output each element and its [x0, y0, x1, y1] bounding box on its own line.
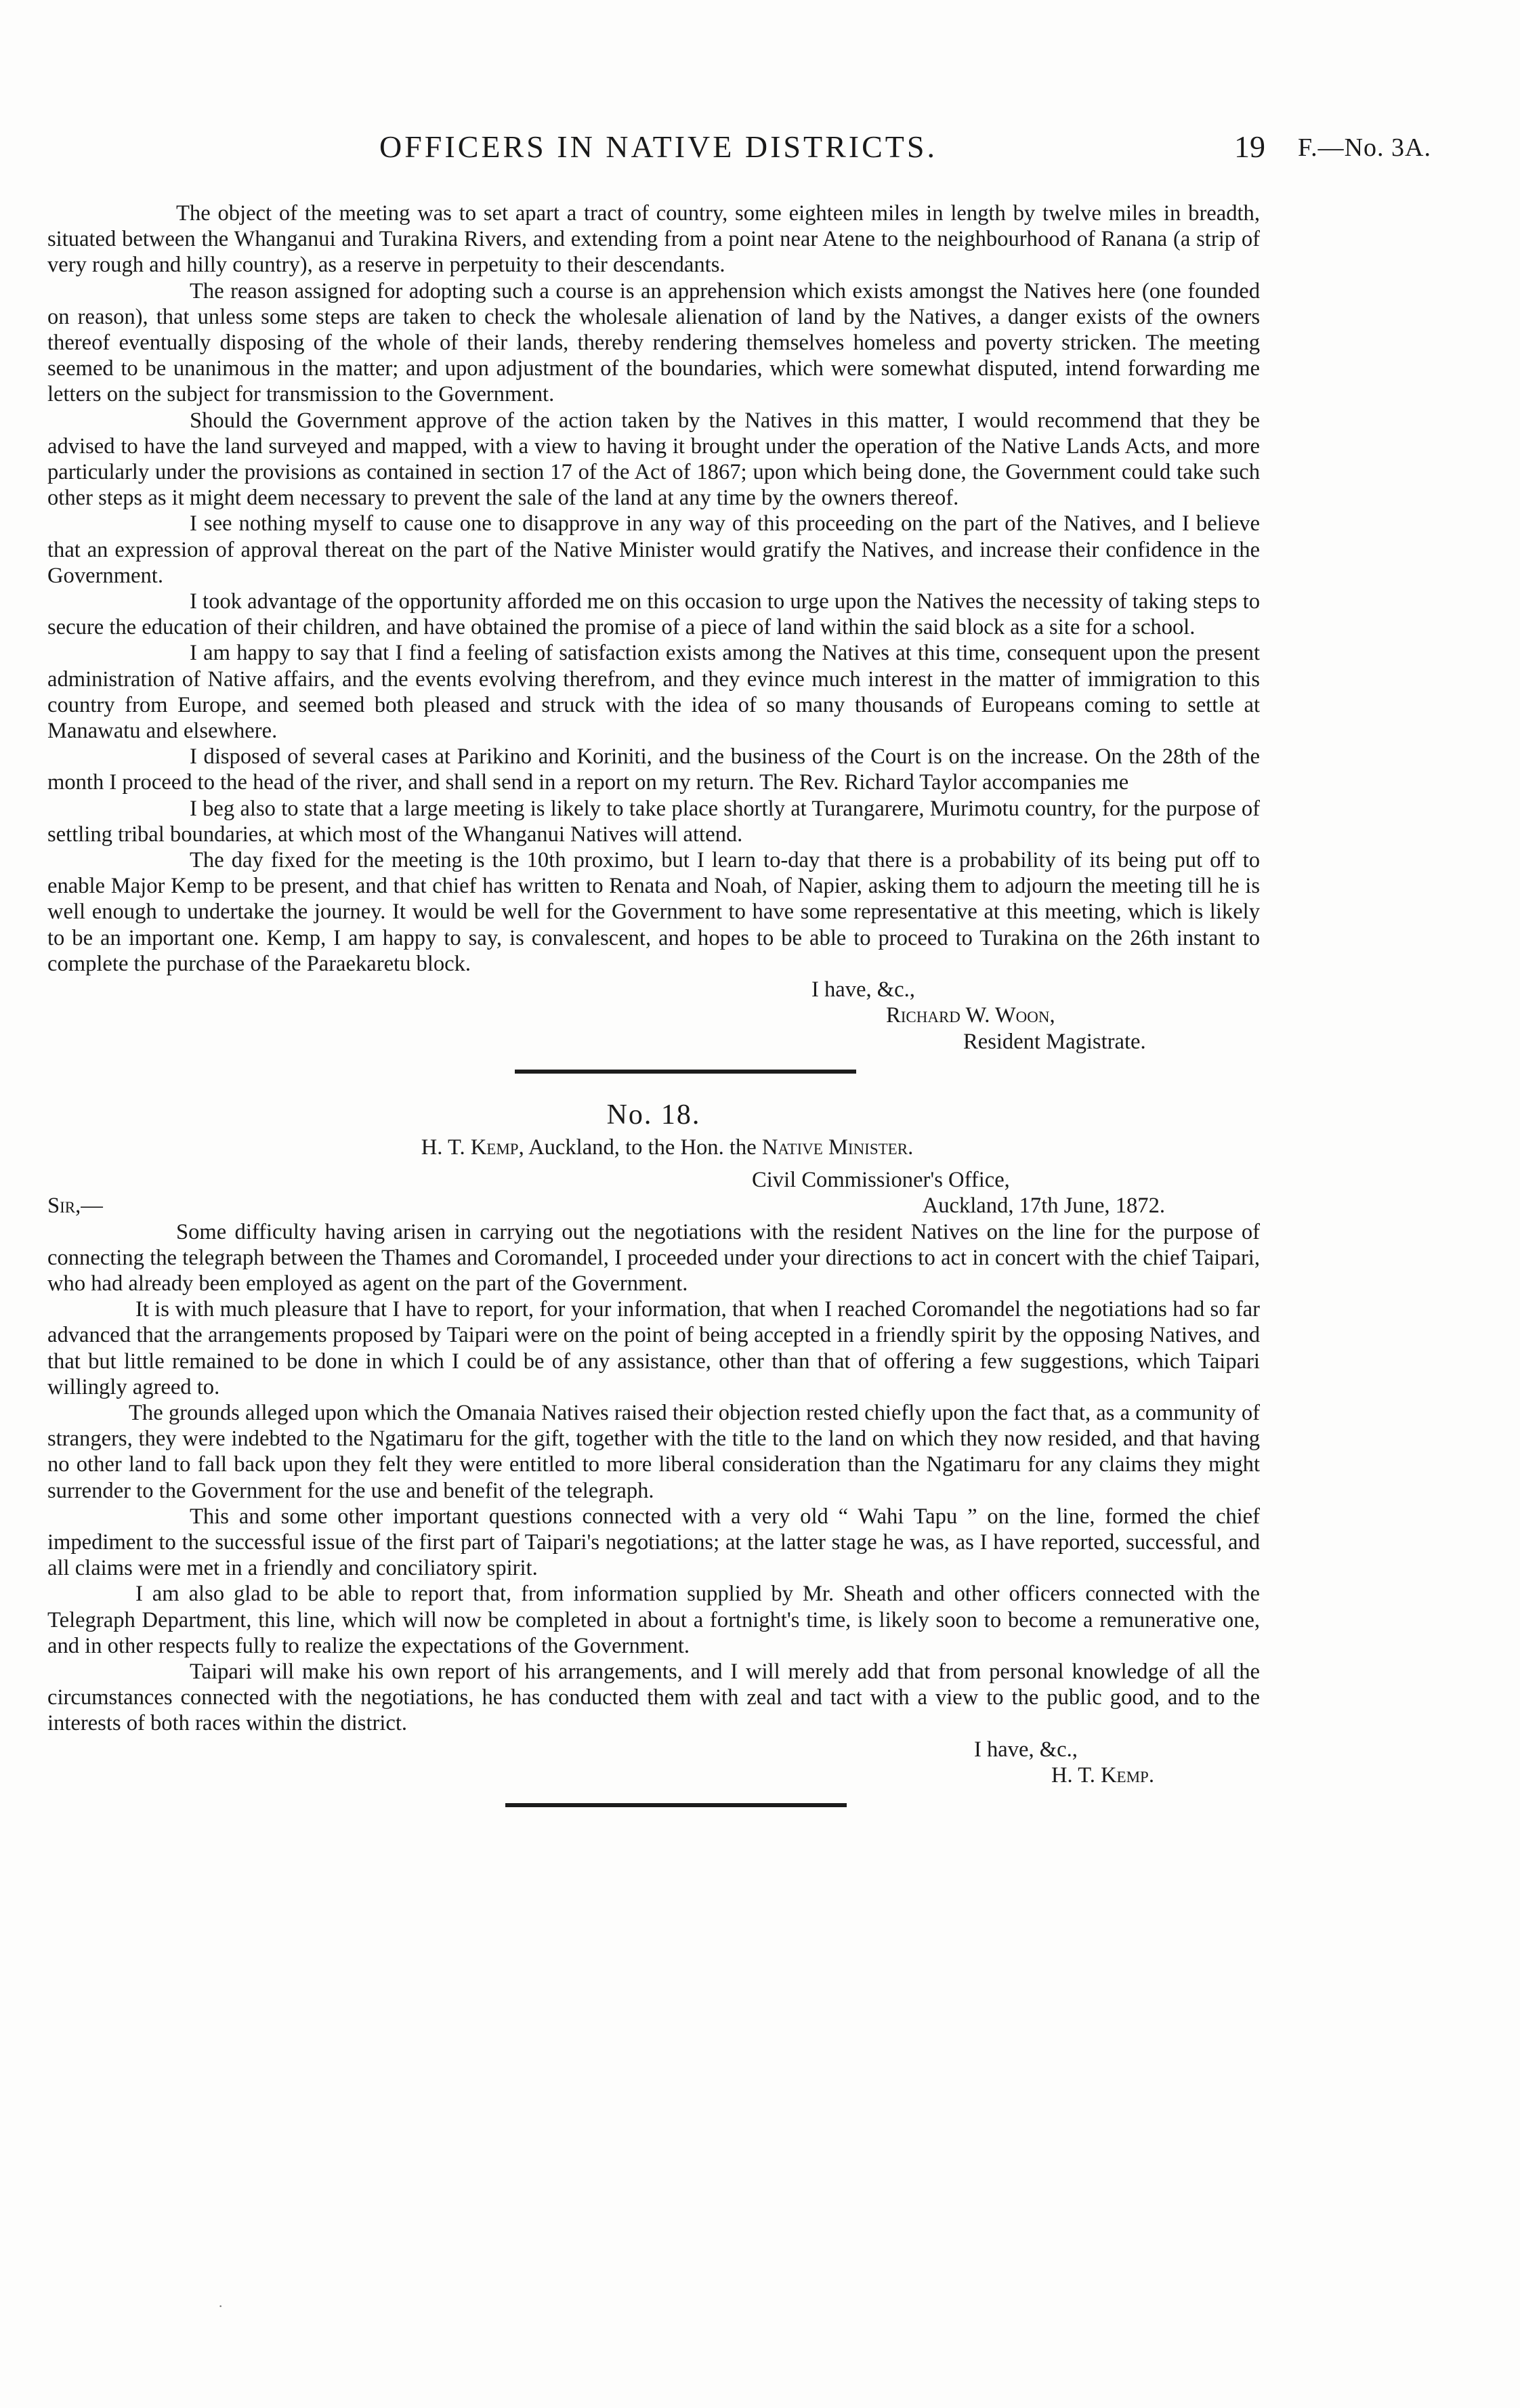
paragraph: I see nothing myself to cause one to disapprove in any way of this proceeding on the part of the Natives, and I believe that an expression of approval thereat on the part of the Native Minister would gratify the Natives, and increase their confidence in the Government. [47, 511, 1260, 588]
paragraph: I am also glad to be able to report that, from information supplied by Mr. Sheath and other officers connected with the Telegraph Department, this line, which will now be completed in about a fortnight's time, is likely soon to become a remunerative one, and in other respects fully to realize the expectations of the Government. [47, 1582, 1260, 1658]
paragraph: The reason assigned for adopting such a course is an apprehension which exists amongst the Natives here (one founded on reason), that unless some steps are taken to check the wholesale alienation of land by the Natives, a danger exists of the owners thereof eventually disposing of the whole of their lands, thereby rendering themselves homeless and poverty stricken. The meeting seemed to be unanimous in the matter; and upon adjustment of the boundaries, which were somewhat disputed, intend forwarding me letters on the subject for transmission to the Government. [47, 278, 1260, 407]
end-divider [505, 1803, 847, 1807]
closing-line: I have, &c., [974, 1737, 1078, 1762]
paragraph: I disposed of several cases at Parikino and Koriniti, and the business of the Court is on the increase. On the 28th of the month I proceed to the head of the river, and shall send in a report on my return. The Rev. Richard Taylor accompanies me [47, 744, 1260, 795]
letter-date: Auckland, 17th June, 1872. [922, 1194, 1165, 1219]
salutation: Sir,— [47, 1194, 103, 1219]
paragraph: It is with much pleasure that I have to report, for your information, that when I reached Coromandel the negotiations had so far advanced that the arrangements proposed by Taipari were on the point of being accepted in a friendly spirit by the opposing Natives, and that but little remained to be done in which I could be of any assistance, other than that of offering a few suggestions, which Taipari willingly agreed to. [47, 1297, 1260, 1399]
paragraph: The object of the meeting was to set apart a tract of country, some eighteen miles in length by twelve miles in breadth, situated between the Whanganui and Turakina Rivers, and extending from a point near Atene to the neighbourhood of Ranana (a strip of very rough and hilly country), as a reserve in perpetuity to their descendants. [47, 201, 1260, 278]
paragraph: Taipari will make his own report of his arrangements, and I will merely add that from personal knowledge of all the circumstances connected with the negotiations, he has conducted them with zeal and tact with a view to the public good, and to the interests of both races within the district. [47, 1659, 1260, 1736]
sender-office: Civil Commissioner's Office, [752, 1168, 1010, 1193]
page-body [47, 200, 1260, 1807]
letter-woon [47, 200, 1260, 1055]
closing-line: I have, &c., [811, 977, 915, 1002]
paragraph: Should the Government approve of the action taken by the Natives in this matter, I would recommend that they be advised to have the land surveyed and mapped, with a view to having it brought under the operation of the Native Lands Acts, and more particularly under the provisions as contained in section 17 of the Act of 1867; upon which being done, the Government could take such other steps as it might deem necessary to prevent the sale of the land at any time by the owners thereof. [47, 408, 1260, 511]
paragraph: I beg also to state that a large meeting is likely to take place shortly at Turangarere, Murimotu country, for the purpose of settling tribal boundaries, at which most of the Whanganui Natives will attend. [47, 796, 1260, 847]
paragraph: This and some other important questions connected with a very old “ Wahi Tapu ” on the line, formed the chief impediment to the successful issue of the first part of Taipari's negotiations; at the latter stage he was, as I have reported, successful, and all claims were met in a friendly and conciliatory spirit. [47, 1504, 1260, 1581]
letter-subheading: H. T. Kemp, Auckland, to the Hon. the Native Minister. [421, 1135, 914, 1160]
author-name: H. T. Kemp [421, 1135, 519, 1160]
signatory-role: Resident Magistrate. [963, 1029, 1146, 1054]
document-reference: F.—No. 3A. [1298, 133, 1431, 162]
recipient-title: Native Minister. [761, 1135, 914, 1160]
paragraph: The day fixed for the meeting is the 10th proximo, but I learn to-day that there is a probability of its being put off to enable Major Kemp to be present, and that chief has written to Renata and Noah, of Napier, asking them to adjourn the meeting till he is well enough to undertake the journey. It would be well for the Government to have some representative at this meeting, which is likely to be an important one. Kemp, I am happy to say, is convalescent, and hopes to be able to proceed to Turakina on the 26th instant to complete the purchase of the Paraekaretu block. [47, 848, 1260, 976]
paragraph: The grounds alleged upon which the Omanaia Natives raised their objection rested chiefly upon the fact that, as a community of strangers, they were indebted to the Ngatimaru for the gift, together with the title to the land on which they now resided, and that having no other land to fall back upon they felt they were entitled to more liberal consideration than the Ngatimaru for any claims they might surrender to the Government for the use and benefit of the telegraph. [47, 1400, 1260, 1503]
page-number: 19 [1234, 129, 1265, 164]
paragraph: I took advantage of the opportunity afforded me on this occasion to urge upon the Natives the necessity of taking steps to secure the education of their children, and have obtained the promise of a piece of land within the said block as a site for a school. [47, 589, 1260, 640]
signature: Richard W. Woon, [886, 1003, 1055, 1028]
salutation-row [47, 1193, 1260, 1219]
running-title: OFFICERS IN NATIVE DISTRICTS. [379, 129, 937, 164]
letter-kemp [47, 1099, 1260, 1788]
paragraph: I am happy to say that I find a feeling of satisfaction exists among the Natives at this time, consequent upon the present administration of Native affairs, and the events evolving therefrom, and they evince much interest in the matter of immigration to this country from Europe, and seemed both pleased and struck with the idea of so many thousands of Europeans coming to settle at Manawatu and elsewhere. [47, 641, 1260, 744]
signature: H. T. Kemp. [1051, 1762, 1154, 1788]
section-divider [515, 1070, 856, 1074]
to-prefix: to the Hon. the [625, 1135, 757, 1160]
letter-number-heading: No. 18. [606, 1099, 701, 1131]
print-speck: · [218, 2298, 224, 2315]
author-place: Auckland [528, 1135, 614, 1160]
paragraph: Some difficulty having arisen in carrying out the negotiations with the resident Natives on the line for the purpose of connecting the telegraph between the Thames and Coromandel, I proceeded under your directions to act in concert with the chief Taipari, who had already been employed as agent on the part of the Government. [47, 1219, 1260, 1296]
